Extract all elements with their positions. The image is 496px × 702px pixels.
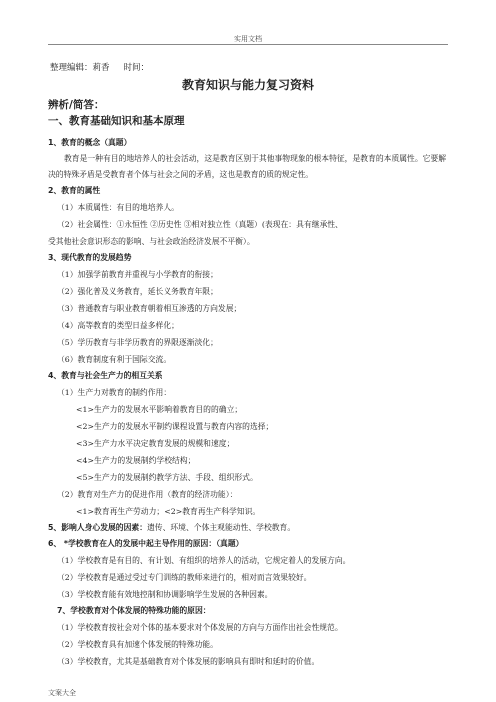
list-item: （4）高等教育的类型日益多样化； bbox=[57, 321, 179, 330]
heading-school-dominant-role: 6、 *学校教育在人的发展中起主导作用的原因：（真题） bbox=[48, 539, 244, 548]
page-header bbox=[0, 0, 496, 46]
heading-education-attributes: 2、教育的属性 bbox=[48, 186, 101, 195]
document-title: 教育知识与能力复习资料 bbox=[181, 78, 314, 92]
heading-special-function: 7、学校教育对个体发展的特殊功能的原因： bbox=[57, 606, 211, 615]
list-item: （2）学校教育是通过受过专门训练的教师来进行的，相对而言效果较好。 bbox=[57, 573, 312, 582]
editor-label: 整理编辑：莉香 bbox=[50, 63, 110, 73]
paragraph-education-concept: 教育是一种有目的地培养人的社会活动，这是教育区别于其他事物现象的根本特征，是教育的本质属性。它要解决的特殊矛盾是受教育者个体与社会之间的矛盾，这也是教育的质的规定性。 bbox=[48, 154, 447, 179]
list-item: （1）本质属性：有目的地培养人。 bbox=[57, 203, 179, 212]
list-item: （1）学校教育是有目的、有计划、有组织的培养人的活动，它规定着人的发展方向。 bbox=[57, 556, 351, 565]
sub-heading: （1）生产力对教育的制约作用： bbox=[57, 388, 172, 397]
list-item: （1）加强学前教育并重视与小学教育的衔接； bbox=[57, 270, 218, 279]
sub-heading: （2）教育对生产力的促进作用（教育的经济功能）： bbox=[57, 490, 238, 499]
page-footer: 文案大全 bbox=[48, 689, 76, 697]
document-body bbox=[48, 58, 448, 670]
list-item: <1>生产力的发展水平影响着教育目的的确立； bbox=[76, 405, 243, 414]
list-item: <2>生产力的发展水平制约课程设置与教育内容的选择； bbox=[76, 422, 274, 431]
list-item: （5）学历教育与非学历教育的界限逐渐淡化； bbox=[57, 338, 218, 347]
list-item: （2）社会属性：①永恒性 ②历史性 ③相对独立性（真题）(表现在：具有继承性、 bbox=[57, 220, 343, 229]
part-title: 一、教育基础知识和基本原理 bbox=[48, 115, 185, 127]
list-item: （2）强化普及义务教育，延长义务教育年限； bbox=[57, 287, 218, 296]
heading-modern-trends: 3、现代教育的发展趋势 bbox=[48, 253, 132, 262]
header-rule bbox=[48, 44, 448, 45]
list-item: （3）学校教育能有效地控制和协调影响学生发展的各种因素。 bbox=[57, 590, 273, 599]
list-item: <4>生产力的发展制约学校结构； bbox=[76, 456, 196, 465]
meta-line bbox=[48, 60, 448, 77]
section-label: 辨析/简答： bbox=[48, 99, 105, 111]
list-item: （3）学校教育，尤其是基础教育对个体发展的影响具有即时和延时的价值。 bbox=[57, 657, 320, 666]
time-label: 时间： bbox=[123, 63, 150, 73]
heading-development-factors bbox=[48, 520, 448, 536]
list-item: <3>生产力水平决定教育发展的规模和速度； bbox=[76, 439, 235, 448]
list-item: 受其他社会意识形态的影响、与社会政治经济发展不平衡）。 bbox=[48, 237, 255, 246]
heading-text: 5、影响人身心发展的因素： bbox=[48, 523, 147, 532]
list-item: <5>生产力的发展制约教学方法、手段、组织形式。 bbox=[76, 473, 258, 482]
heading-education-concept: 1、教育的概念（真题） bbox=[48, 138, 132, 147]
list-item: （6）教育制度有利于国际交流。 bbox=[57, 355, 172, 364]
list-item: （3）普通教育与职业教育朝着相互渗透的方向发展； bbox=[57, 304, 242, 313]
heading-productivity-relation: 4、教育与社会生产力的相互关系 bbox=[48, 371, 163, 380]
list-item: （1）学校教育按社会对个体的基本要求对个体发展的方向与方面作出社会性规范。 bbox=[57, 623, 343, 632]
header-text: 实用文档 bbox=[234, 35, 262, 43]
list-item: （2）学校教育具有加速个体发展的特殊功能。 bbox=[57, 640, 218, 649]
heading-rest: 遗传、环境、个体主观能动性、学校教育。 bbox=[147, 523, 296, 532]
list-item: <1>教育再生产劳动力；<2>教育再生产科学知识。 bbox=[76, 507, 261, 516]
